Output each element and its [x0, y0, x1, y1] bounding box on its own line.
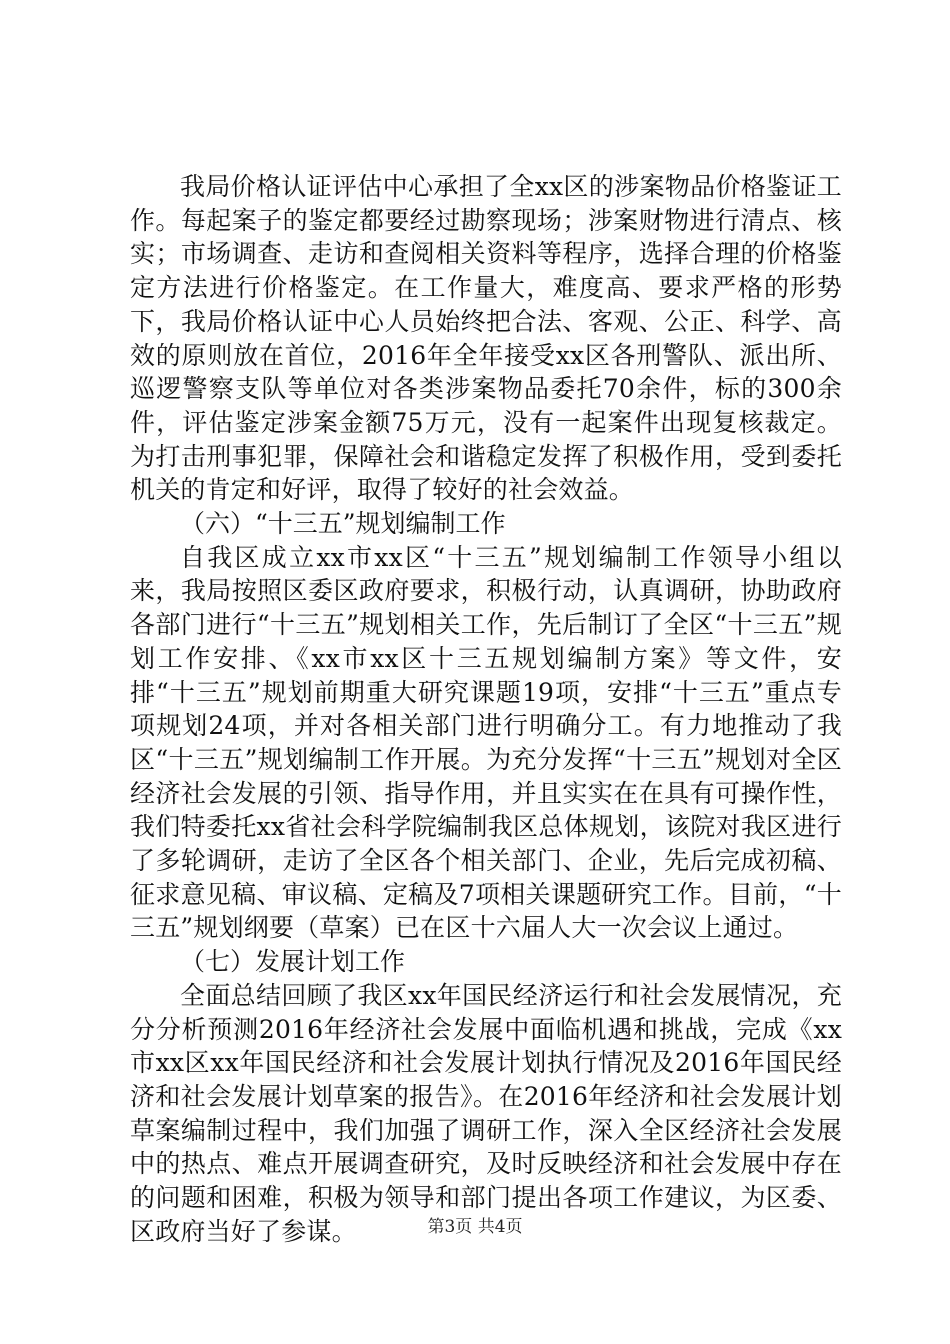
section-heading-six: （六）“十三五”规划编制工作	[180, 509, 506, 539]
paragraph-price-appraisal: 我局价格认证评估中心承担了全xx区的涉案物品价格鉴证工作。每起案子的鉴定都要经过勘察现场；涉案财物进行清点、核实；市场调查、走访和查阅相关资料等程序，选择合理的价格鉴定方法进行价格鉴定。在工作量大，难度高、要求严格的形势下，我局价格认证中心人员始终把合法、客观、公正、科学、高效的原则放在首位，2016年全年接受xx区各刑警队、派出所、巡逻警察支队等单位对各类涉案物品委托70余件，标的300余件，评估鉴定涉案金额75万元，没有一起案件出现复核裁定。为打击刑事犯罪，保障社会和谐稳定发挥了积极作用，受到委托机关的肯定和好评，取得了较好的社会效益。	[130, 172, 842, 505]
document-body	[130, 170, 842, 1249]
page-footer: 第3页 共4页	[427, 1217, 523, 1237]
paragraph-development-plan: 全面总结回顾了我区xx年国民经济运行和社会发展情况，充分分析预测2016年经济社会发展中面临机遇和挑战，完成《xx市xx区xx年国民经济和社会发展计划执行情况及2016年国民经济和社会发展计划草案的报告》。在2016年经济和社会发展计划草案编制过程中，我们加强了调研工作，深入全区经济社会发展中的热点、难点开展调查研究，及时反映经济和社会发展中存在的问题和困难，积极为领导和部门提出各项工作建议，为区委、区政府当好了参谋。	[130, 980, 842, 1246]
paragraph-five-year-plan: 自我区成立xx市xx区“十三五”规划编制工作领导小组以来，我局按照区委区政府要求，积极行动，认真调研，协助政府各部门进行“十三五”规划相关工作，先后制订了全区“十三五”规划工作安排、《xx市xx区十三五规划编制方案》等文件，安排“十三五”规划前期重大研究课题19项，安排“十三五”重点专项规划24项，并对各相关部门进行明确分工。有力地推动了我区“十三五”规划编制工作开展。为充分发挥“十三五”规划对全区经济社会发展的引领、指导作用，并且实实在在具有可操作性，我们特委托xx省社会科学院编制我区总体规划，该院对我区进行了多轮调研，走访了全区各个相关部门、企业，先后完成初稿、征求意见稿、审议稿、定稿及7项相关课题研究工作。目前，“十三五”规划纲要（草案）已在区十六届人大一次会议上通过。	[130, 542, 842, 943]
section-heading-seven: （七）发展计划工作	[180, 947, 406, 977]
